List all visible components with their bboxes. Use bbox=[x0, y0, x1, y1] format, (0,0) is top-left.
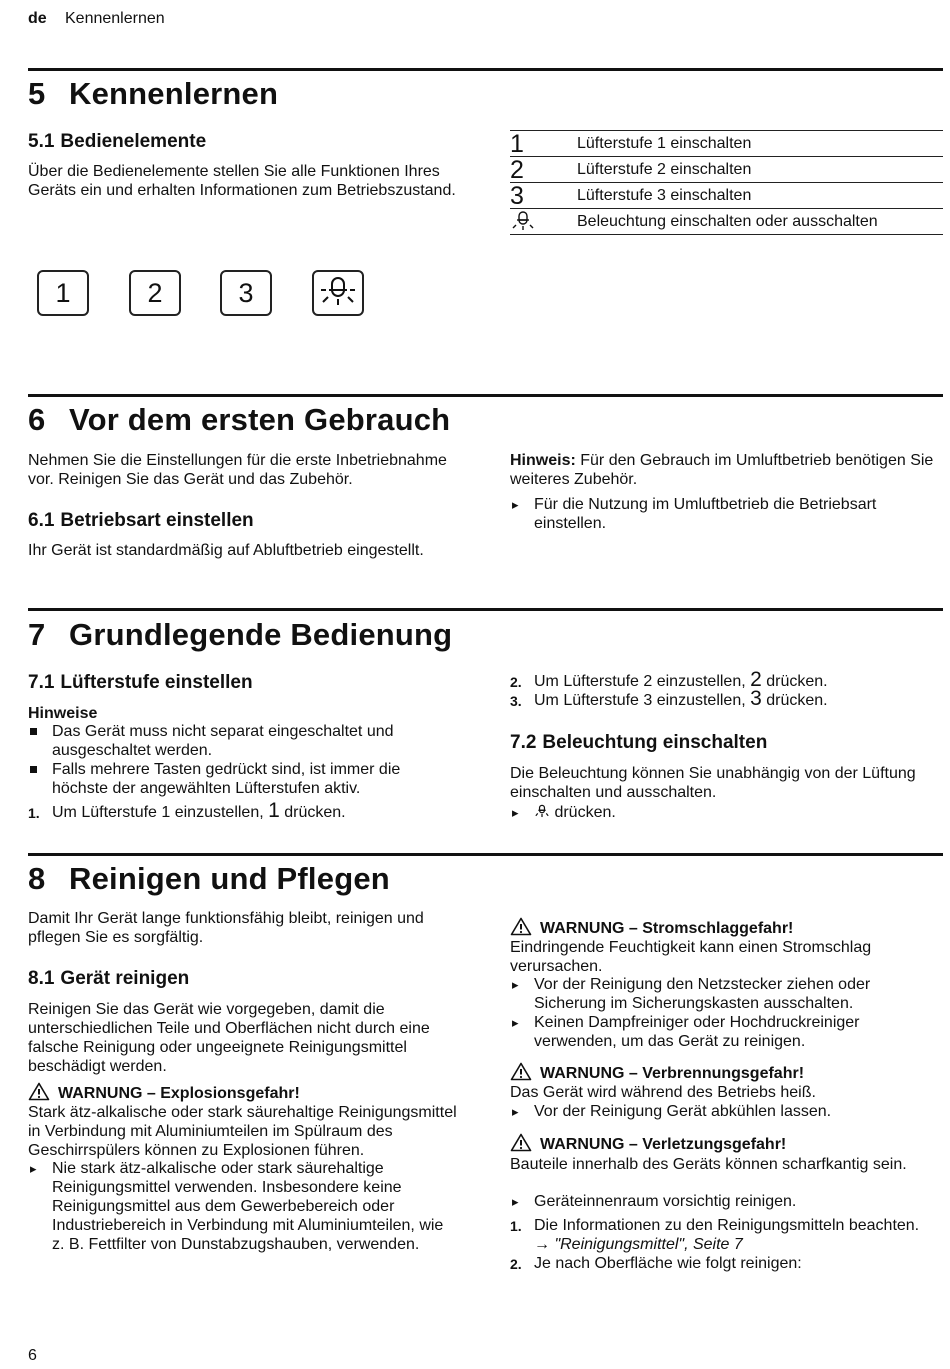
warning-burn-title: WARNUNG – Verbrennungsgefahr! bbox=[510, 1062, 950, 1083]
warning-explosion-list bbox=[28, 1159, 460, 1254]
list-item: 1. Um Lüfterstufe 1 einzustellen, 1 drücken. bbox=[28, 799, 346, 822]
key-label: 3 bbox=[510, 182, 524, 210]
list-item: 2. Je nach Oberfläche wie folgt reinigen: bbox=[510, 1255, 802, 1272]
light-bulb-icon bbox=[534, 804, 550, 819]
notes-label: Hinweise bbox=[28, 705, 98, 722]
section-7-heading: 7 Grundlegende Bedienung bbox=[28, 617, 453, 652]
list-item: ▸ drücken. bbox=[510, 803, 950, 822]
fan-steps-list-continued bbox=[510, 668, 945, 710]
cross-reference-link[interactable]: → "Reinigungsmittel", Seite 7 bbox=[534, 1236, 743, 1253]
table-row bbox=[510, 157, 943, 183]
warning-burn-text: Das Gerät wird während des Betriebs heiß. bbox=[510, 1084, 816, 1101]
warning-triangle-icon bbox=[510, 1062, 532, 1081]
notes-list bbox=[28, 722, 448, 798]
section-8-heading: 8 Reinigen und Pflegen bbox=[28, 861, 390, 896]
light-steps-list bbox=[510, 803, 950, 822]
key-description: Beleuchtung einschalten oder ausschalten bbox=[577, 213, 878, 230]
section-6-note: Hinweis: Für den Gebrauch im Umluftbetrieb benötigen Sie weiteres Zubehör. bbox=[510, 452, 934, 488]
section-5-1-text: Über die Bedienelemente stellen Sie alle Funktionen Ihres Geräts ein und erhalten Informationen zum Betriebszustand. bbox=[28, 163, 456, 199]
light-button[interactable] bbox=[312, 270, 364, 316]
light-bulb-icon bbox=[510, 210, 550, 238]
section-6-intro: Nehmen Sie die Einstellungen für die erste Inbetriebnahme vor. Reinigen Sie das Gerät und das Zubehör. bbox=[28, 452, 447, 488]
section-rule bbox=[28, 68, 943, 71]
key-label: 2 bbox=[510, 156, 524, 184]
key-description: Lüfterstufe 1 einschalten bbox=[577, 135, 752, 152]
cleaning-steps-list bbox=[510, 1216, 940, 1273]
light-bulb-icon bbox=[318, 275, 358, 311]
key-description: Lüfterstufe 2 einschalten bbox=[577, 161, 752, 178]
list-item: 1. Die Informationen zu den Reinigungsmitteln beachten. → "Reinigungsmittel", Seite 7 bbox=[510, 1217, 920, 1253]
section-8-intro: Damit Ihr Gerät lange funktionsfähig bleibt, reinigen und pflegen Sie es sorgfältig. bbox=[28, 910, 424, 946]
warning-shock-title: WARNUNG – Stromschlaggefahr! bbox=[510, 917, 950, 938]
warning-triangle-icon bbox=[510, 917, 532, 936]
section-6-1-heading: 6.1 Betriebsart einstellen bbox=[28, 510, 254, 531]
section-7-1-heading: 7.1 Lüfterstufe einstellen bbox=[28, 672, 253, 693]
fan-level-3-button[interactable]: 3 bbox=[220, 270, 272, 316]
fan-level-2-button[interactable]: 2 bbox=[129, 270, 181, 316]
warning-shock-list bbox=[510, 975, 940, 1051]
fan-steps-list bbox=[28, 799, 458, 822]
list-item: ▸ Keinen Dampfreiniger oder Hochdruckreiniger verwenden, um das Gerät zu reinigen. bbox=[510, 1013, 940, 1051]
key-label: 1 bbox=[510, 130, 524, 158]
list-item: Das Gerät muss nicht separat eingeschaltet und ausgeschaltet werden. bbox=[28, 722, 448, 760]
section-6-note-list bbox=[510, 495, 945, 533]
section-5-1-heading: 5.1 Bedienelemente bbox=[28, 131, 207, 152]
section-6-heading: 6 Vor dem ersten Gebrauch bbox=[28, 402, 451, 437]
section-rule bbox=[28, 853, 943, 856]
section-7-2-text: Die Beleuchtung können Sie unabhängig von der Lüftung einschalten und ausschalten. bbox=[510, 765, 916, 801]
section-6-1-text: Ihr Gerät ist standardmäßig auf Abluftbetrieb eingestellt. bbox=[28, 542, 424, 559]
controls-table bbox=[510, 130, 943, 235]
list-item: ▸ Für die Nutzung im Umluftbetrieb die Betriebsart einstellen. bbox=[510, 495, 945, 533]
list-item: 3. Um Lüfterstufe 3 einzustellen, 3 drücken. bbox=[510, 687, 828, 710]
warning-explosion-text: Stark ätz-alkalische oder stark säurehaltige Reinigungsmittel in Verbindung mit Aluminiumteilen im Spülraum des Geschirrspülers können zu Explosionen führen. bbox=[28, 1104, 457, 1159]
warning-explosion-title: WARNUNG – Explosionsgefahr! bbox=[28, 1082, 468, 1103]
section-5-heading: 5 Kennenlernen bbox=[28, 76, 279, 111]
warning-shock-text: Eindringende Feuchtigkeit kann einen Stromschlag verursachen. bbox=[510, 939, 872, 975]
warning-injury-list bbox=[510, 1192, 950, 1211]
list-item: ▸ Vor der Reinigung den Netzstecker ziehen oder Sicherung im Sicherungskasten ausschalten. bbox=[510, 975, 940, 1013]
warning-injury-text: Bauteile innerhalb des Geräts können scharfkantig sein. bbox=[510, 1156, 907, 1173]
page-number: 6 bbox=[28, 1347, 37, 1364]
list-item: 2. Um Lüfterstufe 2 einzustellen, 2 drücken. bbox=[510, 668, 828, 691]
warning-triangle-icon bbox=[28, 1082, 50, 1101]
warning-triangle-icon bbox=[510, 1133, 532, 1152]
section-8-1-heading: 8.1 Gerät reinigen bbox=[28, 968, 190, 989]
list-item: ▸ Nie stark ätz-alkalische oder stark säurehaltige Reinigungsmittel verwenden. Insbesondere keine Reinigungsmittel aus dem Gewerbebereich oder Industriebereich in Verbindung mit Aluminiumteilen, wie z. B. Fettfilter von Dunstabzugshauben, verwenden. bbox=[28, 1159, 460, 1254]
list-item: ▸ Vor der Reinigung Gerät abkühlen lassen. bbox=[510, 1102, 950, 1121]
section-8-1-text: Reinigen Sie das Gerät wie vorgegeben, damit die unterschiedlichen Teile und Oberflächen nicht durch eine falsche Reinigung oder ungeeignete Reinigungsmittel beschädigt werden. bbox=[28, 1001, 430, 1075]
table-row bbox=[510, 209, 943, 235]
section-7-2-heading: 7.2 Beleuchtung einschalten bbox=[510, 732, 768, 753]
warning-injury-title: WARNUNG – Verletzungsgefahr! bbox=[510, 1133, 950, 1154]
list-item: Falls mehrere Tasten gedrückt sind, ist immer die höchste der angewählten Lüfterstufen aktiv. bbox=[28, 760, 448, 798]
running-header-title: Kennenlernen bbox=[65, 10, 165, 27]
table-row bbox=[510, 130, 943, 157]
table-row bbox=[510, 183, 943, 209]
section-rule bbox=[28, 394, 943, 397]
list-item: ▸ Geräteinnenraum vorsichtig reinigen. bbox=[510, 1192, 950, 1211]
key-description: Lüfterstufe 3 einschalten bbox=[577, 187, 752, 204]
fan-level-1-button[interactable]: 1 bbox=[37, 270, 89, 316]
warning-burn-list bbox=[510, 1102, 950, 1121]
language-code: de bbox=[28, 10, 47, 27]
section-rule bbox=[28, 608, 943, 611]
